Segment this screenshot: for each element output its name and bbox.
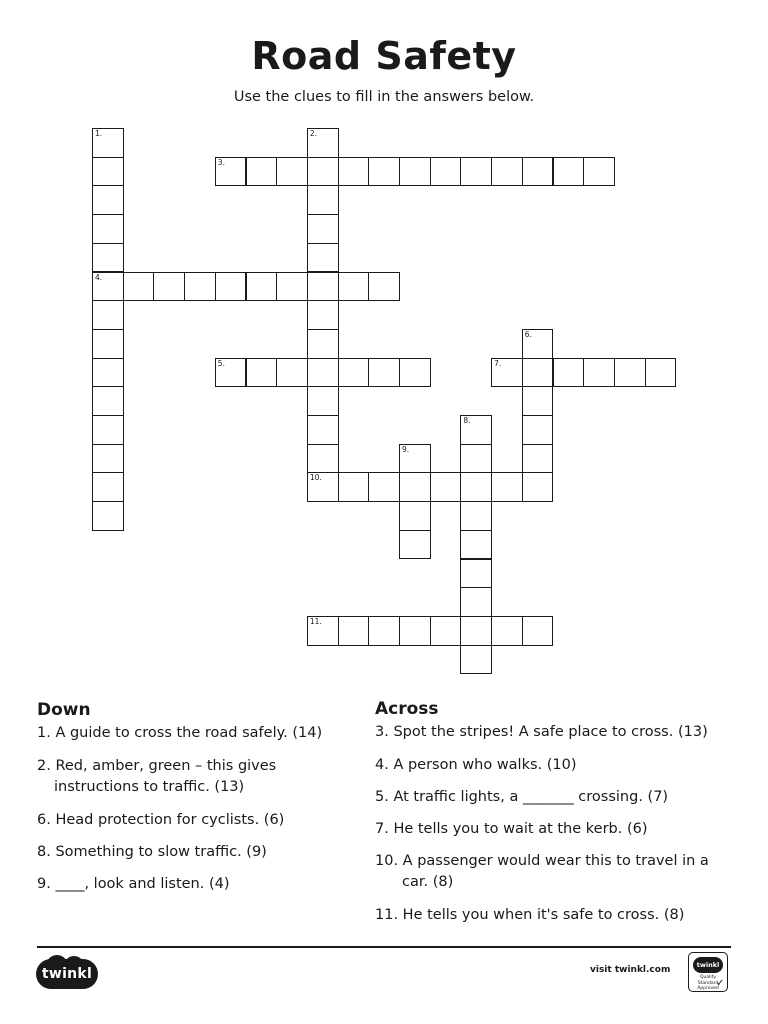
crossword-cell[interactable] [522, 329, 554, 359]
crossword-cell[interactable] [460, 415, 492, 445]
crossword-cell[interactable] [368, 616, 400, 646]
crossword-cell[interactable] [430, 472, 462, 502]
crossword-cell[interactable] [583, 157, 615, 187]
crossword-cell[interactable] [583, 358, 615, 388]
crossword-cell[interactable] [307, 472, 339, 502]
crossword-cell[interactable] [307, 444, 339, 474]
crossword-cell[interactable] [307, 415, 339, 445]
clue-number: 11. [309, 616, 322, 626]
clue-number: 8. [463, 416, 471, 425]
crossword-cell[interactable] [307, 300, 339, 330]
page-title: Road Safety [251, 34, 517, 78]
crossword-cell[interactable] [460, 559, 492, 589]
crossword-cell[interactable] [184, 272, 216, 302]
crossword-cell[interactable] [276, 358, 308, 388]
crossword-cell[interactable] [522, 157, 554, 187]
crossword-cell[interactable] [92, 358, 124, 388]
crossword-cell[interactable] [460, 530, 492, 560]
crossword-cell[interactable] [399, 358, 431, 388]
crossword-cell[interactable] [307, 185, 339, 215]
crossword-cell[interactable] [399, 444, 431, 474]
checkmark-icon: ✓ [716, 978, 725, 989]
clue-down-1: 1. A guide to cross the road safely. (14) [37, 725, 323, 741]
crossword-cell[interactable] [368, 358, 400, 388]
badge-logo: twinkl [693, 957, 723, 973]
crossword-cell[interactable] [276, 157, 308, 187]
crossword-cell[interactable] [92, 300, 124, 330]
quality-badge [688, 952, 728, 992]
crossword-cell[interactable] [92, 386, 124, 416]
crossword-cell[interactable] [307, 386, 339, 416]
crossword-cell[interactable] [491, 157, 523, 187]
clue-number: 9. [402, 444, 410, 454]
crossword-cell[interactable] [399, 472, 431, 502]
crossword-cell[interactable] [460, 616, 492, 646]
badge-text: Quality Standard Approved [697, 975, 719, 991]
footer-divider [37, 946, 731, 948]
crossword-cell[interactable] [522, 358, 554, 388]
crossword-cell[interactable] [338, 472, 370, 502]
clue-number: 2. [309, 129, 318, 138]
crossword-cell[interactable] [92, 214, 124, 244]
crossword-cell[interactable] [92, 415, 124, 445]
crossword-cell[interactable] [92, 157, 124, 187]
crossword-cell[interactable] [368, 472, 400, 502]
crossword-cell[interactable] [338, 358, 370, 388]
clue-across-10: 10. A passenger would wear this to travel in a car. (8) [375, 853, 709, 890]
crossword-cell[interactable] [92, 444, 124, 474]
crossword-cell[interactable] [307, 272, 339, 302]
clue-number: 5. [217, 358, 225, 368]
crossword-cell[interactable] [246, 157, 278, 187]
crossword-cell[interactable] [92, 272, 124, 302]
clue-number: 10. [309, 473, 322, 483]
clue-down-9: 9. ____, look and listen. (4) [37, 876, 230, 892]
crossword-cell[interactable] [460, 501, 492, 531]
clue-number: 6. [524, 329, 532, 339]
crossword-cell[interactable] [92, 501, 124, 531]
clue-number: 4. [95, 272, 103, 282]
crossword-cell[interactable] [460, 645, 492, 675]
crossword-cell[interactable] [215, 358, 247, 388]
crossword-cell[interactable] [491, 472, 523, 502]
clue-across-3: 3. Spot the stripes! A safe place to cross. (13) [375, 724, 708, 740]
crossword-cell[interactable] [92, 472, 124, 502]
crossword-cell[interactable] [338, 616, 370, 646]
crossword-cell[interactable] [338, 272, 370, 302]
clue-across-7: 7. He tells you to wait at the kerb. (6) [375, 821, 648, 837]
crossword-cell[interactable] [92, 185, 124, 215]
crossword-cell[interactable] [460, 587, 492, 617]
crossword-cell[interactable] [246, 272, 278, 302]
crossword-cell[interactable] [307, 243, 339, 273]
clue-number: 3. [217, 157, 225, 167]
across-heading: Across [375, 699, 439, 719]
clue-down-2: 2. Red, amber, green – this gives instructions to traffic. (13) [37, 758, 277, 795]
crossword-cell[interactable] [153, 272, 185, 302]
crossword-cell[interactable] [123, 272, 155, 302]
crossword-cell[interactable] [460, 472, 492, 502]
crossword-cell[interactable] [246, 358, 278, 388]
clue-number: 1. [95, 129, 103, 138]
crossword-cell[interactable] [399, 501, 431, 531]
crossword-cell[interactable] [614, 358, 646, 388]
crossword-cell[interactable] [522, 386, 554, 416]
crossword-cell[interactable] [645, 358, 677, 388]
crossword-cell[interactable] [215, 272, 247, 302]
crossword-cell[interactable] [307, 157, 339, 187]
clue-across-4: 4. A person who walks. (10) [375, 757, 577, 773]
crossword-cell[interactable] [522, 472, 554, 502]
crossword-cell[interactable] [307, 214, 339, 244]
crossword-cell[interactable] [307, 329, 339, 359]
twinkl-logo[interactable] [36, 955, 98, 991]
crossword-cell[interactable] [430, 616, 462, 646]
page-subtitle: Use the clues to fill in the answers below. [233, 89, 535, 105]
crossword-cell[interactable] [215, 157, 247, 187]
logo-text: twinkl [41, 966, 93, 982]
crossword-cell[interactable] [92, 128, 124, 158]
crossword-cell[interactable] [399, 157, 431, 187]
crossword-cell[interactable] [399, 616, 431, 646]
crossword-cell[interactable] [307, 128, 339, 158]
clue-number: 7. [494, 358, 502, 368]
crossword-cell[interactable] [430, 157, 462, 187]
crossword-cell[interactable] [491, 616, 523, 646]
clue-down-6: 6. Head protection for cyclists. (6) [37, 812, 285, 828]
crossword-cell[interactable] [399, 530, 431, 560]
clue-across-11: 11. He tells you when it's safe to cross. (8) [375, 907, 685, 923]
crossword-cell[interactable] [522, 415, 554, 445]
crossword-cell[interactable] [522, 444, 554, 474]
crossword-cell[interactable] [460, 157, 492, 187]
crossword-cell[interactable] [276, 272, 308, 302]
crossword-cell[interactable] [92, 329, 124, 359]
crossword-cell[interactable] [368, 272, 400, 302]
crossword-cell[interactable] [460, 444, 492, 474]
clue-across-5: 5. At traffic lights, a _______ crossing. (7) [375, 789, 669, 805]
crossword-cell[interactable] [491, 358, 523, 388]
clue-down-8: 8. Something to slow traffic. (9) [37, 844, 267, 860]
crossword-cell[interactable] [338, 157, 370, 187]
crossword-cell[interactable] [553, 157, 585, 187]
crossword-cell[interactable] [307, 358, 339, 388]
crossword-cell[interactable] [553, 358, 585, 388]
visit-link[interactable]: visit twinkl.com [590, 965, 671, 975]
crossword-cell[interactable] [522, 616, 554, 646]
crossword-cell[interactable] [368, 157, 400, 187]
crossword-cell[interactable] [92, 243, 124, 273]
down-heading: Down [37, 700, 91, 720]
crossword-cell[interactable] [307, 616, 339, 646]
